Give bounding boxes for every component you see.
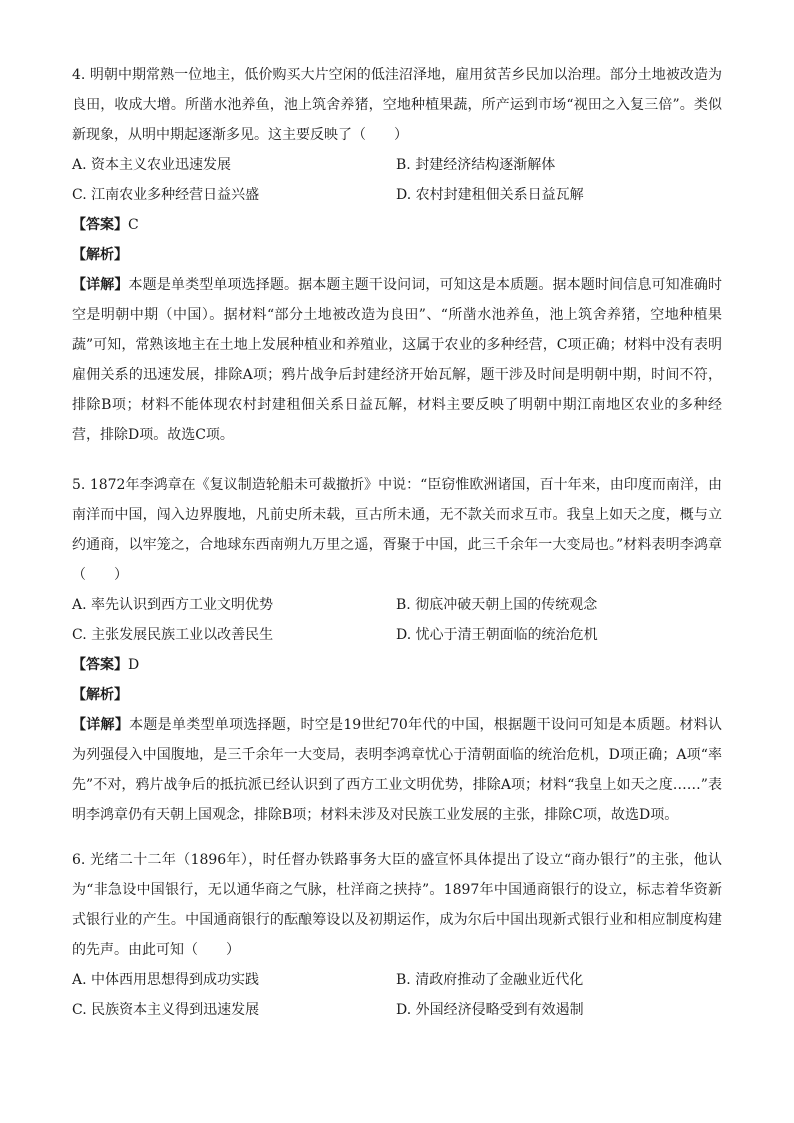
answer-label: 【答案】 — [72, 217, 128, 233]
detail-text: 本题是单类型单项选择题，时空是19世纪70年代的中国，根据题干设问可知是本质题。材料认为列强侵入中国腹地，是三千余年一大变局，表明李鸿章忧心于清朝面临的统治危机，D项正确；A项“率先”不对，鸦片战争后的抵抗派已经认识到了西方工业文明优势，排除A项；材料“我皇上如天之度……”表明李鸿章仍有天朝上国观念，排除B项；材料未涉及对民族工业发展的主张，排除C项，故选D项。 — [72, 717, 722, 823]
answer-line — [72, 650, 722, 680]
question-stem: 6. 光绪二十二年（1896年），时任督办铁路事务大臣的盛宣怀具体提出了设立“商办银行”的主张，他认为“非急设中国银行，无以通华商之气脉，杜洋商之挟持”。1897年中国通商银行的设立，标志着华资新式银行业的产生。中国通商银行的酝酿筹设以及初期运作，成为尔后中国出现新式银行业和相应制度构建的先声。由此可知（ ） — [72, 852, 722, 958]
option-list — [72, 590, 722, 650]
option-d: D. 忧心于清王朝面临的统治危机 — [396, 627, 598, 643]
option-c: C. 主张发展民族工业以改善民生 — [72, 627, 274, 643]
option-list — [72, 965, 722, 1025]
answer-label: 【答案】 — [72, 657, 128, 673]
analysis-label: 【解析】 — [72, 687, 128, 703]
option-a: A. 率先认识到西方工业文明优势 — [72, 597, 274, 613]
detail-label: 【详解】 — [72, 717, 130, 733]
answer-value: C — [128, 217, 139, 233]
detail-text: 本题是单类型单项选择题。据本题主题干设问词，可知这是本质题。据本题时间信息可知准确时空是明朝中期（中国）。据材料“部分土地被改造为良田”、“所凿水池养鱼，池上筑舍养猪，空地种植果蔬”可知，常熟该地主在土地上发展种植业和养殖业，这属于农业的多种经营，C项正确；材料中没有表明雇佣关系的迅速发展，排除A项；鸦片战争后封建经济开始瓦解，题干涉及时间是明朝中期，时间不符，排除B项；材料不能体现农村封建租佃关系日益瓦解，材料主要反映了明朝中期江南地区农业的多种经营，排除D项。故选C项。 — [72, 277, 723, 443]
question-stem: 5. 1872年李鸿章在《复议制造轮船未可裁撤折》中说：“臣窃惟欧洲诸国，百十年来，由印度而南洋，由南洋而中国，闯入边界腹地，凡前史所未载，亘古所未通，无不款关而求互市。我皇上如天之度，概与立约通商，以牢笼之，合地球东西南朔九万里之遥，胥聚于中国，此三千余年一大变局也。”材料表明李鸿章（ ） — [72, 477, 722, 583]
question-5 — [72, 470, 722, 830]
question-4 — [72, 60, 722, 450]
question-stem: 4. 明朝中期常熟一位地主，低价购买大片空闲的低洼沼泽地，雇用贫苦乡民加以治理。部分土地被改造为良田，收成大增。所凿水池养鱼，池上筑舍养猪，空地种植果蔬，所产运到市场“视田之入复三倍”。类似新现象，从明中期起逐渐多见。这主要反映了（ ） — [72, 67, 722, 143]
option-list — [72, 150, 722, 210]
option-c: C. 民族资本主义得到迅速发展 — [72, 1002, 260, 1018]
option-d: D. 外国经济侵略受到有效遏制 — [396, 1002, 584, 1018]
detail-paragraph — [72, 270, 722, 450]
answer-line — [72, 210, 722, 240]
option-d: D. 农村封建租佃关系日益瓦解 — [396, 187, 584, 203]
option-b: B. 清政府推动了金融业近代化 — [396, 972, 584, 988]
detail-label: 【详解】 — [72, 277, 129, 293]
answer-value: D — [128, 657, 140, 673]
analysis-label: 【解析】 — [72, 247, 128, 263]
option-b: B. 彻底冲破天朝上国的传统观念 — [396, 597, 598, 613]
option-a: A. 资本主义农业迅速发展 — [72, 157, 232, 173]
option-b: B. 封建经济结构逐渐解体 — [396, 157, 556, 173]
option-c: C. 江南农业多种经营日益兴盛 — [72, 187, 260, 203]
question-6 — [72, 845, 722, 1025]
detail-paragraph — [72, 710, 722, 830]
option-a: A. 中体西用思想得到成功实践 — [72, 972, 260, 988]
